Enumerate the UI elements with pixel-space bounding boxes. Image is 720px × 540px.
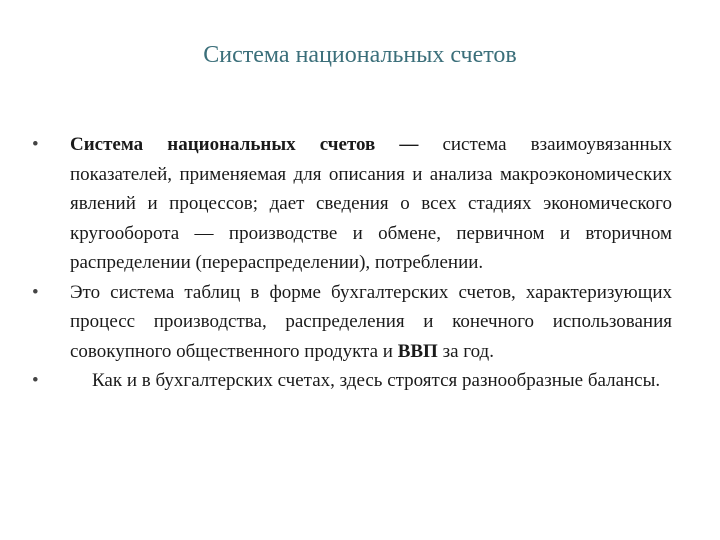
slide-title: Система национальных счетов (203, 42, 517, 68)
term-dash: — (375, 134, 443, 155)
definition-text: система взаимоувязанных показателей, применяемая для описания и анализа макроэкономических явлений и процессов; дает сведения о всех стадиях экономического кругооборота — производстве и обмене, первичном и вторичном распределении (перераспределении), потреблении. (70, 134, 672, 273)
bullet-icon: • (32, 370, 39, 391)
bullet-item-balances (32, 366, 672, 396)
bullet-icon: • (32, 281, 39, 303)
bullet-list (32, 130, 672, 396)
bullet-item-tables (32, 278, 672, 367)
tables-text-before: Это система таблиц в форме бухгалтерских счетов, характеризующих процесс производства, распределения и конечного использования совокупного общественного продукта и (70, 281, 672, 362)
bullet-item-definition (32, 130, 672, 278)
tables-text-after: за год. (437, 340, 494, 362)
gdp-abbreviation: ВВП (397, 340, 438, 362)
bullet-icon: • (32, 134, 39, 155)
balances-text: Как и в бухгалтерских счетах, здесь строятся разнообразные балансы. (92, 370, 661, 391)
term-text: Система национальных счетов (70, 134, 376, 155)
